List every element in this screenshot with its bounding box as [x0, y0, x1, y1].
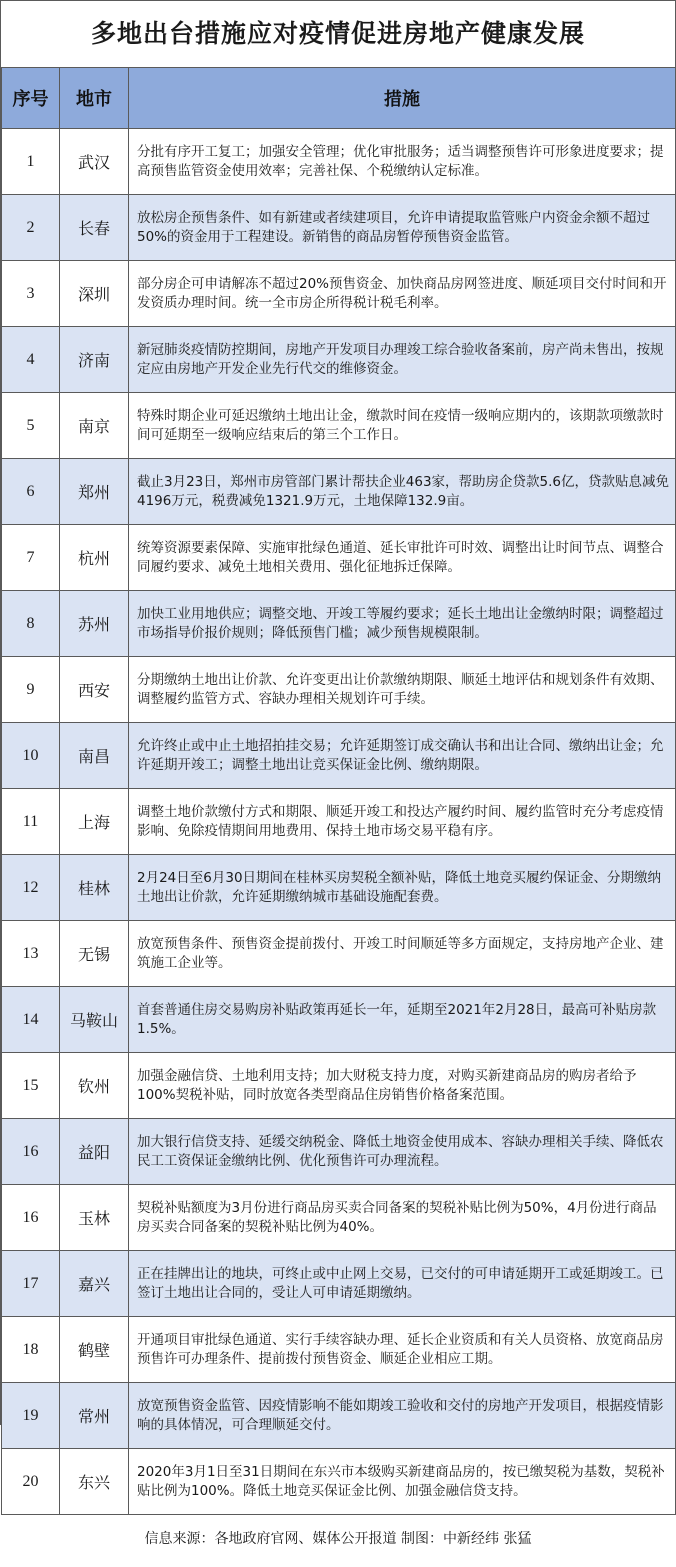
row-measures: 2月24日至6月30日期间在桂林买房契税全额补贴，降低土地竞买履约保证金、分期缴纳土地出让价款，允许延期缴纳城市基础设施配套费。	[129, 855, 676, 921]
table-row	[2, 723, 676, 789]
row-city: 济南	[60, 327, 129, 393]
table-row	[2, 1317, 676, 1383]
row-index: 1	[2, 129, 60, 195]
row-index: 7	[2, 525, 60, 591]
row-measures: 分批有序开工复工；加强安全管理；优化审批服务；适当调整预售许可形象进度要求；提高预售监管资金使用效率；完善社保、个税缴纳认定标准。	[129, 129, 676, 195]
row-city: 武汉	[60, 129, 129, 195]
row-measures: 契税补贴额度为3月份进行商品房买卖合同备案的契税补贴比例为50%，4月份进行商品房买卖合同备案的契税补贴比例为40%。	[129, 1185, 676, 1251]
row-index: 12	[2, 855, 60, 921]
row-measures: 加快工业用地供应；调整交地、开竣工等履约要求；延长土地出让金缴纳时限；调整超过市场指导价报价规则；降低预售门槛；减少预售规模限制。	[129, 591, 676, 657]
table-row	[2, 195, 676, 261]
table-row	[2, 657, 676, 723]
row-city: 上海	[60, 789, 129, 855]
row-measures: 部分房企可申请解冻不超过20%预售资金、加快商品房网签进度、顺延项目交付时间和开发资质办理时间。统一全市房企所得税计税毛利率。	[129, 261, 676, 327]
table-row	[2, 1449, 676, 1515]
row-index: 18	[2, 1317, 60, 1383]
row-index: 5	[2, 393, 60, 459]
row-measures: 新冠肺炎疫情防控期间，房地产开发项目办理竣工综合验收备案前，房产尚未售出，按规定应由房地产开发企业先行代交的维修资金。	[129, 327, 676, 393]
header-measures: 措施	[129, 68, 676, 129]
row-measures: 正在挂牌出让的地块，可终止或中止网上交易，已交付的可申请延期开工或延期竣工。已签订土地出让合同的，受让人可申请延期缴纳。	[129, 1251, 676, 1317]
row-measures: 2020年3月1日至31日期间在东兴市本级购买新建商品房的，按已缴契税为基数，契税补贴比例为100%。降低土地竞买保证金比例、加强金融信贷支持。	[129, 1449, 676, 1515]
row-index: 15	[2, 1053, 60, 1119]
row-city: 苏州	[60, 591, 129, 657]
row-measures: 特殊时期企业可延迟缴纳土地出让金，缴款时间在疫情一级响应期内的，该期款项缴款时间可延期至一级响应结束后的第三个工作日。	[129, 393, 676, 459]
row-measures: 放松房企预售条件、如有新建或者续建项目，允许申请提取监管账户内资金余额不超过50%的资金用于工程建设。新销售的商品房暂停预售资金监管。	[129, 195, 676, 261]
row-index: 13	[2, 921, 60, 987]
row-city: 长春	[60, 195, 129, 261]
table-row	[2, 459, 676, 525]
table-row	[2, 327, 676, 393]
row-measures: 截止3月23日，郑州市房管部门累计帮扶企业463家，帮助房企贷款5.6亿，贷款贴息减免4196万元，税费减免1321.9万元，土地保障132.9亩。	[129, 459, 676, 525]
row-city: 嘉兴	[60, 1251, 129, 1317]
header-city: 地市	[60, 68, 129, 129]
measures-table	[1, 68, 676, 1515]
sheet-title: 多地出台措施应对疫情促进房地产健康发展	[1, 1, 675, 68]
table-body	[2, 129, 676, 1515]
row-index: 2	[2, 195, 60, 261]
row-index: 20	[2, 1449, 60, 1515]
header-index: 序号	[2, 68, 60, 129]
row-index: 16	[2, 1119, 60, 1185]
table-row	[2, 1119, 676, 1185]
row-city: 常州	[60, 1383, 129, 1449]
row-city: 无锡	[60, 921, 129, 987]
row-measures: 加大银行信贷支持、延缓交纳税金、降低土地资金使用成本、容缺办理相关手续、降低农民工工资保证金缴纳比例、优化预售许可办理流程。	[129, 1119, 676, 1185]
row-index: 16	[2, 1185, 60, 1251]
row-index: 8	[2, 591, 60, 657]
row-city: 鹤壁	[60, 1317, 129, 1383]
table-row	[2, 393, 676, 459]
row-city: 深圳	[60, 261, 129, 327]
row-index: 9	[2, 657, 60, 723]
row-index: 17	[2, 1251, 60, 1317]
row-index: 6	[2, 459, 60, 525]
row-index: 11	[2, 789, 60, 855]
table-row	[2, 855, 676, 921]
table-row	[2, 1383, 676, 1449]
row-city: 南京	[60, 393, 129, 459]
table-row	[2, 987, 676, 1053]
table-row	[2, 525, 676, 591]
row-index: 4	[2, 327, 60, 393]
row-index: 14	[2, 987, 60, 1053]
table-header-row	[2, 68, 676, 129]
row-measures: 调整土地价款缴付方式和期限、顺延开竣工和投达产履约时间、履约监管时充分考虑疫情影响、免除疫情期间用地费用、保持土地市场交易平稳有序。	[129, 789, 676, 855]
table-row	[2, 591, 676, 657]
row-index: 10	[2, 723, 60, 789]
source-footer: 信息来源：各地政府官网、媒体公开报道 制图：中新经纬 张猛	[144, 1531, 532, 1547]
row-city: 郑州	[60, 459, 129, 525]
table-row	[2, 129, 676, 195]
row-city: 马鞍山	[60, 987, 129, 1053]
row-measures: 放宽预售资金监管、因疫情影响不能如期竣工验收和交付的房地产开发项目，根据疫情影响的具体情况，可合理顺延交付。	[129, 1383, 676, 1449]
table-row	[2, 1251, 676, 1317]
row-measures: 统筹资源要素保障、实施审批绿色通道、延长审批许可时效、调整出让时间节点、调整合同履约要求、减免土地相关费用、强化征地拆迁保障。	[129, 525, 676, 591]
table-row	[2, 1053, 676, 1119]
row-city: 西安	[60, 657, 129, 723]
row-measures: 放宽预售条件、预售资金提前拨付、开竣工时间顺延等多方面规定，支持房地产企业、建筑施工企业等。	[129, 921, 676, 987]
table-row	[2, 921, 676, 987]
row-measures: 加强金融信贷、土地利用支持；加大财税支持力度，对购买新建商品房的购房者给予100%契税补贴，同时放宽各类型商品住房销售价格备案范围。	[129, 1053, 676, 1119]
row-city: 东兴	[60, 1449, 129, 1515]
row-city: 钦州	[60, 1053, 129, 1119]
table-row	[2, 261, 676, 327]
row-measures: 分期缴纳土地出让价款、允许变更出让价款缴纳期限、顺延土地评估和规划条件有效期、调整履约监管方式、容缺办理相关规划许可手续。	[129, 657, 676, 723]
table-row	[2, 789, 676, 855]
row-city: 益阳	[60, 1119, 129, 1185]
row-measures: 开通项目审批绿色通道、实行手续容缺办理、延长企业资质和有关人员资格、放宽商品房预售许可办理条件、提前拨付预售资金、顺延企业相应工期。	[129, 1317, 676, 1383]
row-city: 桂林	[60, 855, 129, 921]
row-measures: 首套普通住房交易购房补贴政策再延长一年，延期至2021年2月28日，最高可补贴房款1.5%。	[129, 987, 676, 1053]
row-city: 玉林	[60, 1185, 129, 1251]
row-city: 南昌	[60, 723, 129, 789]
table-row	[2, 1185, 676, 1251]
row-city: 杭州	[60, 525, 129, 591]
row-index: 19	[2, 1383, 60, 1449]
row-measures: 允许终止或中止土地招拍挂交易；允许延期签订成交确认书和出让合同、缴纳出让金；允许延期开竣工；调整土地出让竞买保证金比例、缴纳期限。	[129, 723, 676, 789]
row-index: 3	[2, 261, 60, 327]
